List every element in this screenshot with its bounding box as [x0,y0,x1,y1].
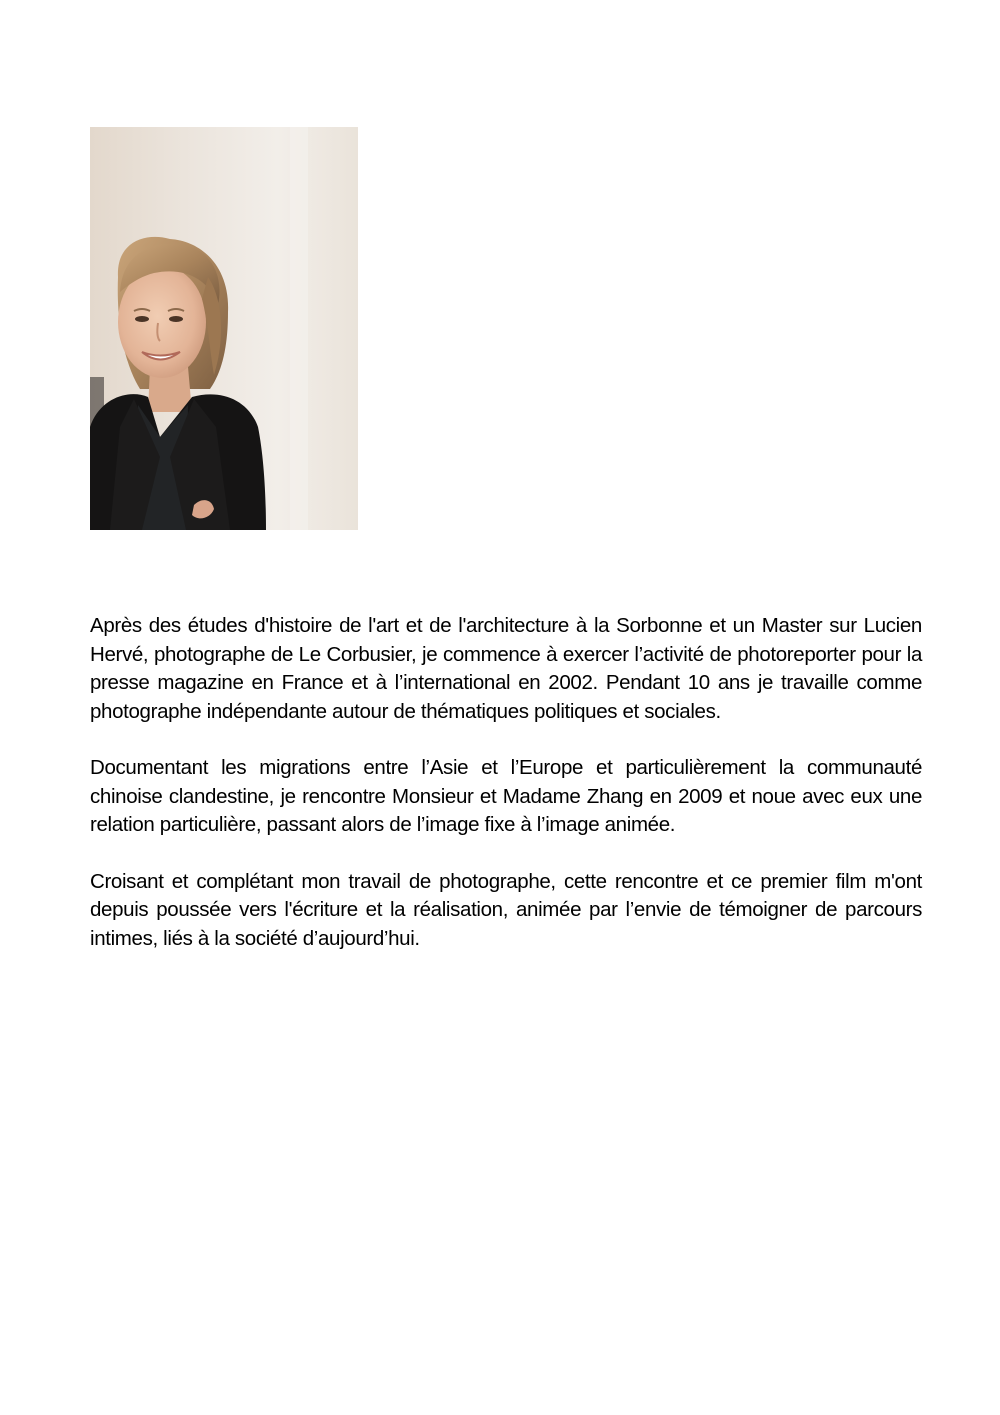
paragraph-career-start: Après des études d'histoire de l'art et de l'architecture à la Sorbonne et un Master sur Lucien Hervé, photographe de Le Corbusier, je commence à exercer l’activité de photoreporter pour la presse magazine en France et à l’international en 2002. Pendant 10 ans je travaille comme photographe indépendante autour de thématiques politiques et sociales. [90,614,922,723]
paragraph-writing-direction: Croisant et complétant mon travail de photographe, cette rencontre et ce premier film m'ont depuis poussée vers l'écriture et la réalisation, animée par l’envie de témoigner de parcours intimes, liés à la société d’aujourd’hui. [90,869,922,950]
portrait-illustration [90,127,358,530]
paragraph-migration-film: Documentant les migrations entre l’Asie et l’Europe et particulièrement la communauté chinoise clandestine, je rencontre Monsieur et Madame Zhang en 2009 et noue avec eux une relation particulière, passant alors de l’image fixe à l’image animée. [90,756,922,836]
biography-text [90,612,922,953]
portrait-photo [90,127,358,530]
